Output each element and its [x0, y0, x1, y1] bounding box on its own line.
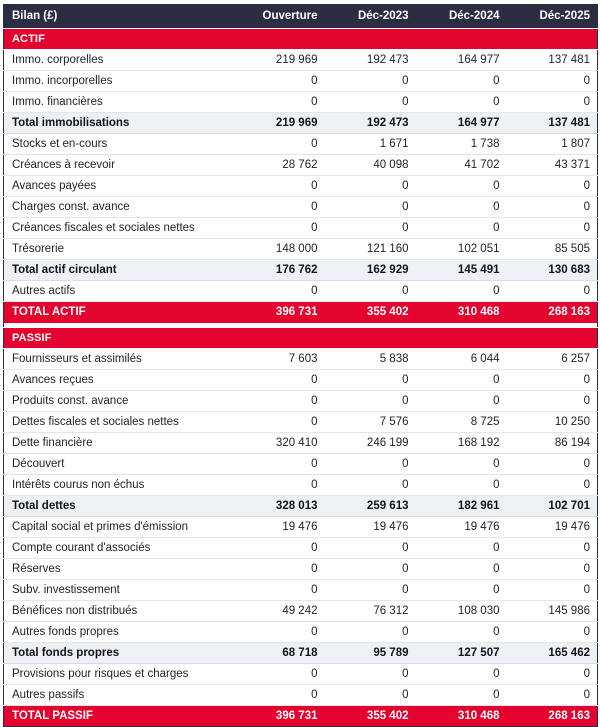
row-value: 86 194 [507, 432, 598, 453]
table-row [4, 663, 598, 684]
row-label: Créances fiscales et sociales nettes [4, 218, 234, 239]
row-value: 0 [507, 71, 598, 92]
row-label: Total fonds propres [4, 642, 234, 663]
row-label: TOTAL PASSIF [4, 705, 234, 726]
column-header-dec-2023: Déc-2023 [325, 4, 416, 29]
row-value: 0 [325, 281, 416, 302]
row-label: Trésorerie [4, 239, 234, 260]
row-value: 165 462 [507, 642, 598, 663]
row-value: 0 [416, 621, 507, 642]
row-value: 0 [507, 474, 598, 495]
table-row [4, 260, 598, 281]
row-value: 219 969 [234, 113, 325, 134]
table-body [4, 29, 598, 727]
row-value: 0 [507, 453, 598, 474]
row-value: 0 [507, 369, 598, 390]
row-value: 5 838 [325, 348, 416, 369]
row-value: 0 [416, 579, 507, 600]
row-label: Total actif circulant [4, 260, 234, 281]
row-value: 7 603 [234, 348, 325, 369]
row-value: 0 [234, 134, 325, 155]
row-label: Intérêts courus non échus [4, 474, 234, 495]
row-label: Charges const. avance [4, 197, 234, 218]
row-value: 49 242 [234, 600, 325, 621]
row-value: 0 [234, 474, 325, 495]
row-value: 0 [416, 176, 507, 197]
row-value: 0 [325, 453, 416, 474]
table-row [4, 516, 598, 537]
row-value: 8 725 [416, 411, 507, 432]
header-row [4, 4, 598, 29]
row-value: 19 476 [507, 516, 598, 537]
row-value: 1 738 [416, 134, 507, 155]
row-label: Bénéfices non distribués [4, 600, 234, 621]
table-row [4, 390, 598, 411]
row-value: 0 [507, 663, 598, 684]
row-value: 0 [234, 684, 325, 705]
row-value: 0 [234, 390, 325, 411]
table-row [4, 134, 598, 155]
row-value: 0 [234, 558, 325, 579]
row-value: 0 [325, 176, 416, 197]
row-value: 76 312 [325, 600, 416, 621]
row-value: 145 986 [507, 600, 598, 621]
table-row [4, 474, 598, 495]
table-row [4, 218, 598, 239]
row-value: 328 013 [234, 495, 325, 516]
row-label: Provisions pour risques et charges [4, 663, 234, 684]
row-value: 0 [416, 537, 507, 558]
row-value: 19 476 [416, 516, 507, 537]
table-row [4, 684, 598, 705]
table-row [4, 302, 598, 323]
balance-sheet-table [3, 4, 598, 727]
row-value: 0 [507, 92, 598, 113]
row-value: 355 402 [325, 302, 416, 323]
row-value: 0 [416, 71, 507, 92]
row-value: 396 731 [234, 302, 325, 323]
row-value: 168 192 [416, 432, 507, 453]
row-value: 0 [234, 453, 325, 474]
row-value: 0 [234, 281, 325, 302]
column-header-dec-2024: Déc-2024 [416, 4, 507, 29]
row-value: 310 468 [416, 302, 507, 323]
row-value: 0 [325, 579, 416, 600]
row-label: Dette financière [4, 432, 234, 453]
table-row [4, 411, 598, 432]
column-header-dec-2025: Déc-2025 [507, 4, 598, 29]
row-label: Autres actifs [4, 281, 234, 302]
row-label: TOTAL ACTIF [4, 302, 234, 323]
row-value: 246 199 [325, 432, 416, 453]
row-label: Total dettes [4, 495, 234, 516]
row-value: 0 [325, 369, 416, 390]
row-value: 0 [234, 92, 325, 113]
table-row [4, 50, 598, 71]
row-label: Stocks et en-cours [4, 134, 234, 155]
row-value: 0 [416, 663, 507, 684]
row-value: 0 [234, 71, 325, 92]
row-value: 0 [234, 537, 325, 558]
row-value: 0 [234, 579, 325, 600]
table-row [4, 197, 598, 218]
row-value: 145 491 [416, 260, 507, 281]
row-value: 108 030 [416, 600, 507, 621]
row-value: 182 961 [416, 495, 507, 516]
row-value: 0 [416, 281, 507, 302]
row-label: Découvert [4, 453, 234, 474]
row-label: Réserves [4, 558, 234, 579]
row-value: 102 701 [507, 495, 598, 516]
row-value: 0 [507, 558, 598, 579]
row-value: 0 [234, 369, 325, 390]
row-value: 0 [325, 197, 416, 218]
row-value: 1 807 [507, 134, 598, 155]
table-row [4, 705, 598, 726]
row-value: 102 051 [416, 239, 507, 260]
row-value: 0 [416, 197, 507, 218]
row-label: Dettes fiscales et sociales nettes [4, 411, 234, 432]
row-label: Compte courant d'associés [4, 537, 234, 558]
row-value: 0 [416, 92, 507, 113]
section-header-actif [4, 29, 598, 50]
row-label: Autres passifs [4, 684, 234, 705]
row-value: 43 371 [507, 155, 598, 176]
table-header [4, 4, 598, 29]
row-value: 268 163 [507, 302, 598, 323]
row-label: Immo. incorporelles [4, 71, 234, 92]
row-value: 19 476 [234, 516, 325, 537]
row-value: 6 257 [507, 348, 598, 369]
row-value: 355 402 [325, 705, 416, 726]
row-value: 268 163 [507, 705, 598, 726]
row-value: 137 481 [507, 113, 598, 134]
row-value: 162 929 [325, 260, 416, 281]
row-label: Produits const. avance [4, 390, 234, 411]
table-row [4, 579, 598, 600]
table-row [4, 537, 598, 558]
row-value: 0 [325, 684, 416, 705]
row-value: 95 789 [325, 642, 416, 663]
table-row [4, 642, 598, 663]
column-header-ouverture: Ouverture [234, 4, 325, 29]
row-value: 0 [416, 558, 507, 579]
row-value: 0 [507, 579, 598, 600]
row-label: Immo. corporelles [4, 50, 234, 71]
section-header-label: PASSIF [4, 327, 598, 348]
row-value: 192 473 [325, 50, 416, 71]
row-value: 137 481 [507, 50, 598, 71]
row-value: 0 [416, 369, 507, 390]
table-row [4, 432, 598, 453]
row-value: 6 044 [416, 348, 507, 369]
table-row [4, 369, 598, 390]
row-value: 148 000 [234, 239, 325, 260]
row-value: 0 [507, 684, 598, 705]
row-value: 40 098 [325, 155, 416, 176]
table-row [4, 176, 598, 197]
table-row [4, 348, 598, 369]
row-value: 0 [234, 663, 325, 684]
row-label: Capital social et primes d'émission [4, 516, 234, 537]
row-value: 310 468 [416, 705, 507, 726]
table-row [4, 113, 598, 134]
row-label: Avances payées [4, 176, 234, 197]
row-label: Subv. investissement [4, 579, 234, 600]
section-header-label: ACTIF [4, 29, 598, 50]
row-value: 320 410 [234, 432, 325, 453]
row-value: 0 [325, 474, 416, 495]
table-row [4, 600, 598, 621]
row-value: 0 [416, 390, 507, 411]
row-value: 0 [325, 71, 416, 92]
column-header-label: Bilan (£) [4, 4, 234, 29]
row-value: 0 [234, 621, 325, 642]
row-value: 1 671 [325, 134, 416, 155]
row-value: 0 [325, 92, 416, 113]
row-value: 259 613 [325, 495, 416, 516]
table-row [4, 558, 598, 579]
row-value: 164 977 [416, 50, 507, 71]
row-value: 0 [234, 218, 325, 239]
row-value: 0 [416, 474, 507, 495]
row-value: 127 507 [416, 642, 507, 663]
row-value: 121 160 [325, 239, 416, 260]
row-value: 0 [325, 390, 416, 411]
row-value: 28 762 [234, 155, 325, 176]
table-row [4, 281, 598, 302]
row-value: 0 [416, 684, 507, 705]
row-value: 192 473 [325, 113, 416, 134]
row-value: 0 [234, 411, 325, 432]
row-value: 219 969 [234, 50, 325, 71]
row-value: 0 [507, 218, 598, 239]
table-row [4, 495, 598, 516]
row-value: 7 576 [325, 411, 416, 432]
row-label: Créances à recevoir [4, 155, 234, 176]
row-value: 0 [507, 390, 598, 411]
row-value: 0 [507, 176, 598, 197]
row-value: 164 977 [416, 113, 507, 134]
row-value: 41 702 [416, 155, 507, 176]
row-label: Avances reçues [4, 369, 234, 390]
row-label: Autres fonds propres [4, 621, 234, 642]
row-value: 0 [234, 197, 325, 218]
table-row [4, 621, 598, 642]
row-value: 0 [507, 281, 598, 302]
row-value: 68 718 [234, 642, 325, 663]
row-label: Fournisseurs et assimilés [4, 348, 234, 369]
row-value: 0 [325, 621, 416, 642]
table-row [4, 155, 598, 176]
row-value: 0 [325, 218, 416, 239]
row-value: 0 [416, 218, 507, 239]
row-value: 85 505 [507, 239, 598, 260]
row-value: 0 [507, 197, 598, 218]
section-header-passif [4, 327, 598, 348]
row-value: 0 [507, 537, 598, 558]
table-row [4, 71, 598, 92]
row-value: 0 [416, 453, 507, 474]
table-row [4, 239, 598, 260]
row-value: 0 [507, 621, 598, 642]
row-label: Total immobilisations [4, 113, 234, 134]
table-row [4, 453, 598, 474]
row-value: 19 476 [325, 516, 416, 537]
table-row [4, 92, 598, 113]
row-value: 0 [234, 176, 325, 197]
row-value: 130 683 [507, 260, 598, 281]
row-value: 396 731 [234, 705, 325, 726]
row-value: 0 [325, 537, 416, 558]
row-value: 10 250 [507, 411, 598, 432]
row-value: 176 762 [234, 260, 325, 281]
row-label: Immo. financières [4, 92, 234, 113]
row-value: 0 [325, 558, 416, 579]
row-value: 0 [325, 663, 416, 684]
